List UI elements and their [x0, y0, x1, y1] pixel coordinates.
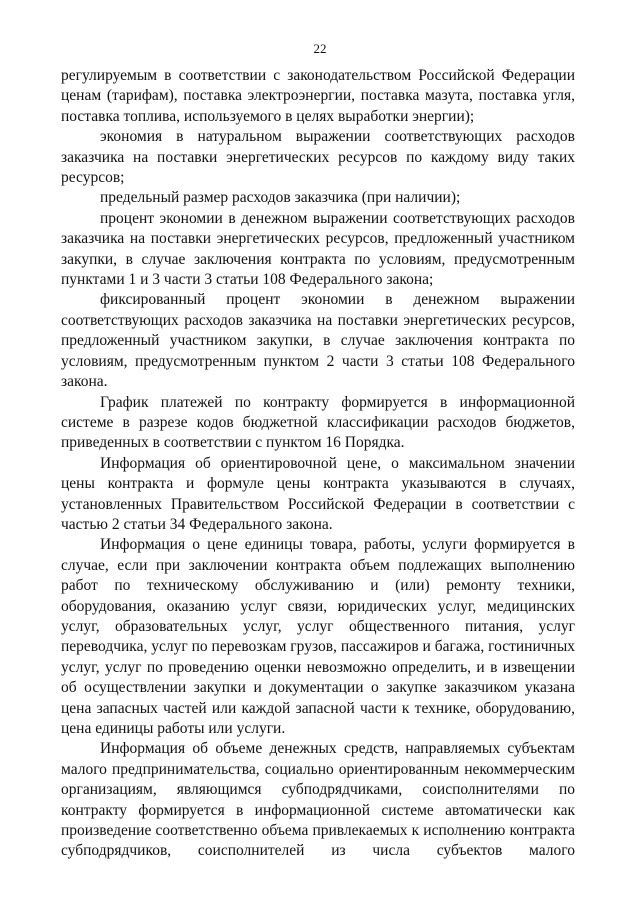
page-number: 22: [313, 41, 327, 56]
document-body: [61, 66, 575, 862]
paragraph-expense-limit: предельный размер расходов заказчика (при наличии);: [100, 189, 461, 207]
paragraph-payment-schedule: График платежей по контракту формируется в информационной системе в разрезе кодов бюджетной классификации расходов бюджетов, приведенных в соответствии с пунктом 16 Порядка.: [61, 393, 575, 452]
paragraph-tariffs-continued: регулируемым в соответствии с законодательством Российской Федерации ценам (тарифам), поставка электроэнергии, поставка мазута, поставка угля, поставка топлива, используемого в целях выработки энергии);: [61, 67, 575, 125]
paragraph-unit-price: Информация о цене единицы товара, работы, услуги формируется в случае, если при заключении контракта объем подлежащих выполнению работ по техническому обслуживанию и (или) ремонту техники, оборудования, оказанию услуг связи, юридических услуг, медицинских услуг, образовательных услуг, услуг общественного питания, услуг переводчика, услуг по перевозкам грузов, пассажиров и багажа, гостиничных услуг, услуг по проведению оценки невозможно определить, и в извещении об осуществлении закупки и документации о закупке заказчиком указана цена запасных частей или каждой запасной части к технике, оборудованию, цена единицы работы или услуги.: [61, 536, 575, 737]
paragraph-natural-savings: экономия в натуральном выражении соответствующих расходов заказчика на поставки энергетических ресурсов по каждому виду таких ресурсов;: [61, 128, 575, 187]
paragraph-small-business-funds: Информация об объеме денежных средств, направляемых субъектам малого предпринимательства, социально ориентированным некоммерческим организациям, являющимся субподрядчиками, соисполнителями по контракту формируется в информационной системе автоматически как произведение соответственно объема привлекаемых к исполнению контракта субподрядчиков, соисполнителей из числа субъектов малого: [61, 740, 575, 860]
paragraph-indicative-price: Информация об ориентировочной цене, о максимальном значении цены контракта и формуле цены контракта указываются в случаях, установленных Правительством Российской Федерации в соответствии с частью 2 статьи 34 Федерального закона.: [61, 454, 575, 533]
paragraph-fixed-savings-percent: фиксированный процент экономии в денежном выражении соответствующих расходов заказчика на поставки энергетических ресурсов, предложенный участником закупки, в случае заключения контракта по условиям, предусмотренным пунктом 2 части 3 статьи 108 Федерального закона.: [61, 291, 575, 391]
paragraph-savings-percent: процент экономии в денежном выражении соответствующих расходов заказчика на поставки энергетических ресурсов, предложенный участником закупки, в случае заключения контракта по условиям, предусмотренным пунктами 1 и 3 части 3 статьи 108 Федерального закона;: [61, 209, 575, 289]
